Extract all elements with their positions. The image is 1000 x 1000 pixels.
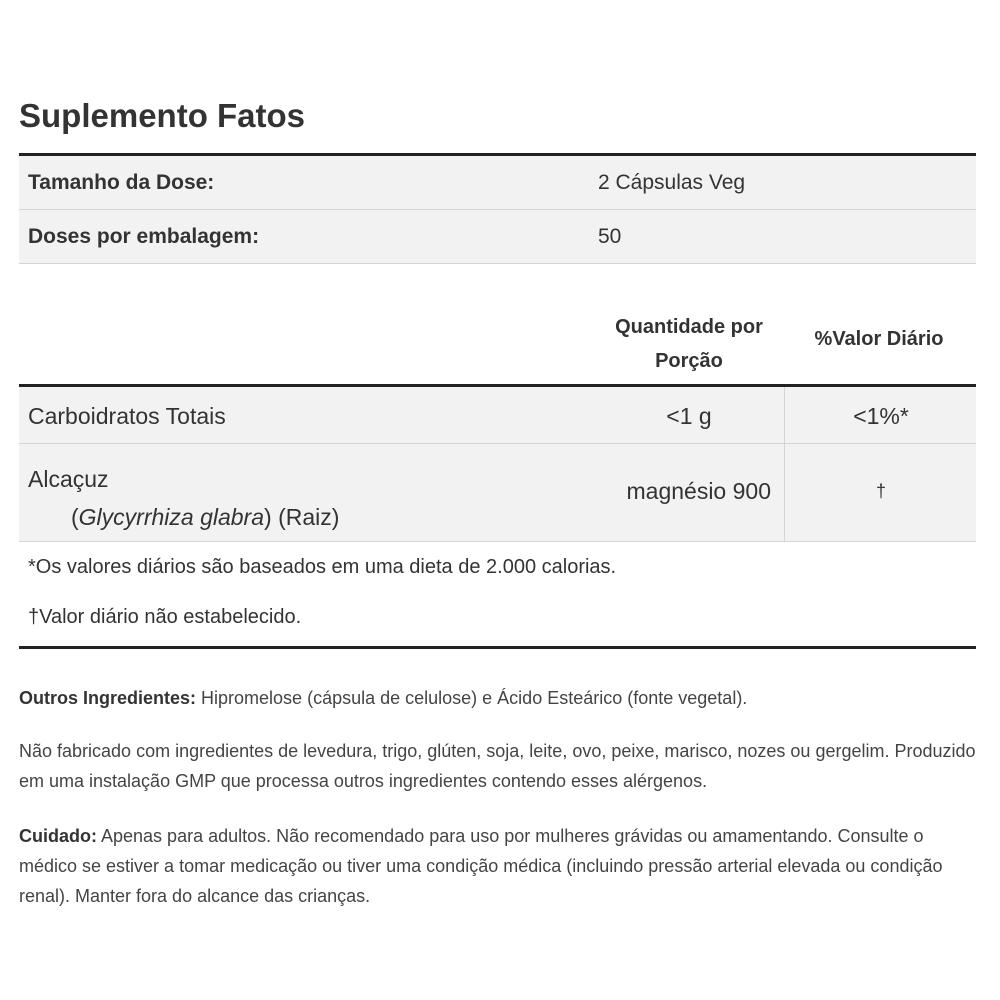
amount-header-line1: Quantidade por <box>615 316 763 338</box>
nutrient-name-block <box>28 460 339 536</box>
footnote-daily-basis <box>19 542 976 596</box>
nutrient-botanical-name <box>28 498 339 536</box>
caution-statement <box>19 821 979 911</box>
latin-name: Glycyrrhiza glabra <box>78 504 265 530</box>
nutrient-table-header <box>19 300 976 384</box>
table-row <box>19 444 976 542</box>
paren-open: ( <box>71 504 79 530</box>
daily-value-text: † <box>875 481 886 501</box>
nutrient-daily-value <box>784 444 977 541</box>
serving-info-table <box>19 153 976 264</box>
nutrient-amount: <1 g <box>666 403 712 429</box>
other-ingredients-text: Hipromelose (cápsula de celulose) e Ácido Esteárico (fonte vegetal). <box>196 688 748 708</box>
nutrient-daily-value <box>784 387 977 443</box>
nutrient-amount: magnésio 900 <box>626 478 771 504</box>
amount-header-line2: Porção <box>655 350 723 372</box>
serving-size-label: Tamanho da Dose: <box>28 171 215 194</box>
servings-per-container-value: 50 <box>598 225 622 248</box>
caution-label: Cuidado: <box>19 826 97 846</box>
nutrient-table <box>19 384 976 649</box>
allergen-statement: Não fabricado com ingredientes de levedura, trigo, glúten, soja, leite, ovo, peixe, marisco, nozes ou gergelim. Produzido em uma instalação GMP que processa outros ingredientes contendo esses alérgenos. <box>19 741 976 791</box>
servings-per-container-row <box>19 210 976 264</box>
servings-per-container-label: Doses por embalagem: <box>28 225 260 248</box>
plant-part: ) (Raiz) <box>264 504 340 530</box>
footnote-not-established <box>19 596 976 646</box>
serving-size-value: 2 Cápsulas Veg <box>598 171 746 194</box>
amount-per-serving-header <box>589 310 789 378</box>
nutrient-name: Carboidratos Totais <box>28 403 226 429</box>
other-ingredients <box>19 683 979 713</box>
nutrient-name: Alcaçuz <box>28 466 109 492</box>
other-ingredients-label: Outros Ingredientes: <box>19 688 197 708</box>
daily-value-header: %Valor Diário <box>814 328 944 350</box>
serving-size-row <box>19 156 976 210</box>
footnote-text: *Os valores diários são baseados em uma dieta de 2.000 calorias. <box>28 556 617 578</box>
footnote-text: †Valor diário não estabelecido. <box>28 606 302 628</box>
caution-text: Apenas para adultos. Não recomendado para uso por mulheres grávidas ou amamentando. Consulte o médico se estiver a tomar medicação ou tiver uma condição médica (incluindo pressão arterial elevada ou condição renal). Manter fora do alcance das crianças. <box>19 826 943 906</box>
table-row <box>19 387 976 444</box>
page-title: Suplemento Fatos <box>19 97 306 134</box>
daily-value-text: <1%* <box>853 403 909 429</box>
